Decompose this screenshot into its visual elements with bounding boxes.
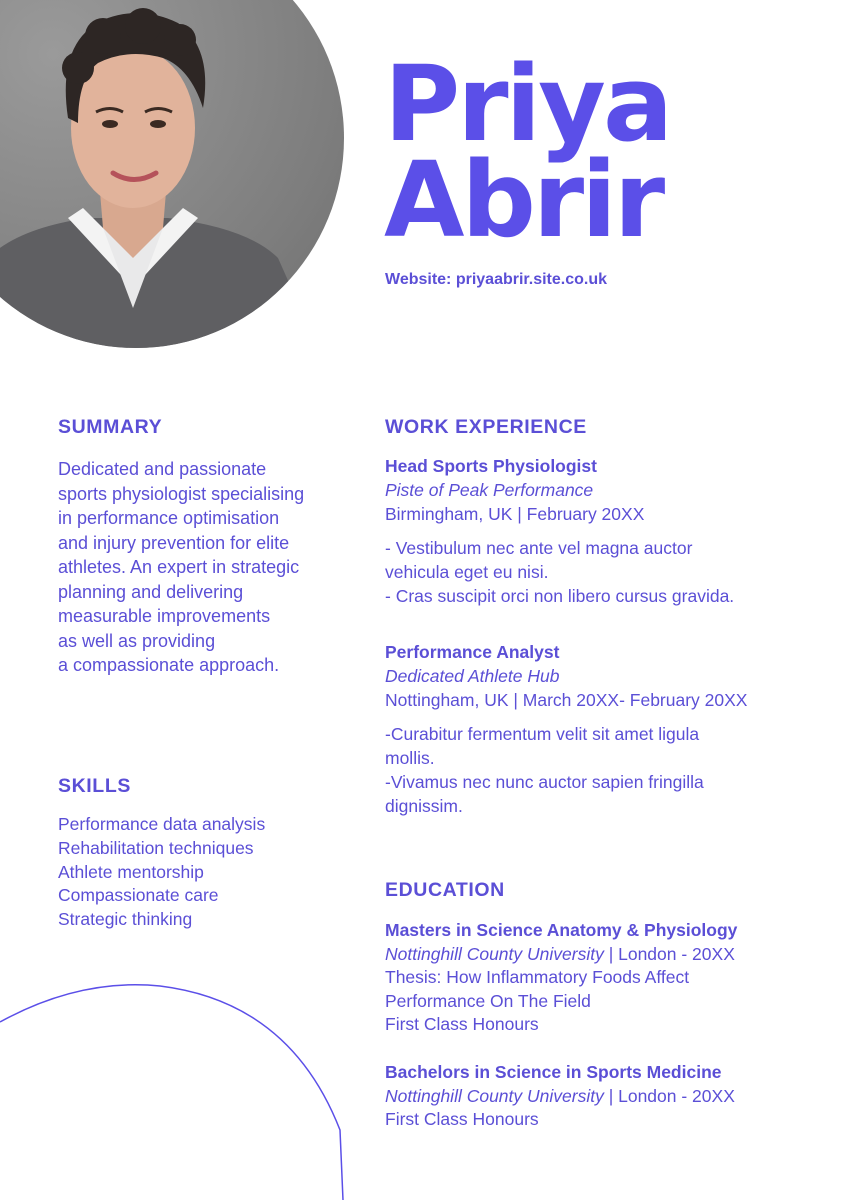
summary-heading: SUMMARY: [58, 416, 163, 438]
school-line: [385, 1085, 815, 1109]
education-heading: EDUCATION: [385, 879, 505, 901]
job-title: Head Sports Physiologist: [385, 456, 597, 476]
summary-line: in performance optimisation: [58, 508, 280, 528]
job-company: Dedicated Athlete Hub: [385, 665, 560, 686]
school-line: [385, 943, 815, 967]
job-location-date: Birmingham, UK | February 20XX: [385, 503, 645, 524]
portrait-illustration: [0, 0, 344, 348]
candidate-name: [384, 43, 671, 261]
education-entry: [385, 919, 815, 1037]
degree-detail: Thesis: How Inflammatory Foods Affect: [385, 967, 690, 988]
job-bullet: mollis.: [385, 748, 435, 769]
degree-detail: First Class Honours: [385, 1014, 539, 1035]
summary-line: Dedicated and passionate: [58, 459, 267, 479]
job-bullet: - Cras suscipit orci non libero cursus gravida.: [385, 585, 735, 606]
job-title: Performance Analyst: [385, 642, 560, 662]
degree-detail: First Class Honours: [385, 1109, 539, 1130]
skills-list: [58, 813, 265, 932]
job-bullet: vehicula eget eu nisi.: [385, 562, 549, 583]
school-name: Nottinghill County University: [385, 1085, 604, 1106]
summary-line: and injury prevention for elite: [58, 532, 290, 553]
job-bullets: [385, 723, 815, 818]
website-line: Website: priyaabrir.site.co.uk: [385, 271, 608, 288]
job-bullet: -Curabitur fermentum velit sit amet ligula: [385, 724, 700, 745]
job-bullet: dignissim.: [385, 795, 463, 816]
degree-title: Masters in Science Anatomy & Physiology: [385, 920, 738, 940]
summary-text: [58, 457, 348, 678]
first-name: Priya: [384, 43, 671, 165]
summary-line: as well as providing: [58, 630, 216, 651]
skill-item: Strategic thinking: [58, 909, 193, 930]
summary-line: athletes. An expert in strategic: [58, 557, 300, 577]
last-name: Abrir: [384, 139, 663, 261]
decorative-arc: [0, 980, 360, 1200]
school-location-date: | London - 20XX: [603, 1085, 735, 1106]
work-experience-heading: WORK EXPERIENCE: [385, 416, 587, 438]
summary-line: measurable improvements: [58, 606, 271, 626]
school-location-date: | London - 20XX: [603, 943, 735, 964]
summary-line: sports physiologist specialising: [58, 483, 305, 504]
school-name: Nottinghill County University: [385, 943, 604, 964]
skill-item: Athlete mentorship: [58, 861, 204, 882]
profile-photo: [0, 0, 344, 348]
education-entry: [385, 1061, 815, 1132]
skill-item: Rehabilitation techniques: [58, 837, 254, 858]
job-bullet: - Vestibulum nec ante vel magna auctor: [385, 538, 693, 559]
degree-title: Bachelors in Science in Sports Medicine: [385, 1062, 722, 1082]
skills-heading: SKILLS: [58, 775, 131, 797]
job-company: Piste of Peak Performance: [385, 479, 594, 500]
summary-line: planning and delivering: [58, 581, 244, 602]
job-bullets: [385, 537, 815, 608]
skill-item: Compassionate care: [58, 885, 219, 906]
job-entry: [385, 641, 815, 819]
summary-line: a compassionate approach.: [58, 655, 280, 675]
degree-detail: Performance On The Field: [385, 990, 591, 1011]
job-bullet: -Vivamus nec nunc auctor sapien fringilla: [385, 771, 704, 792]
job-location-date: Nottingham, UK | March 20XX- February 20XX: [385, 689, 748, 710]
job-entry: [385, 455, 815, 609]
skill-item: Performance data analysis: [58, 814, 266, 834]
